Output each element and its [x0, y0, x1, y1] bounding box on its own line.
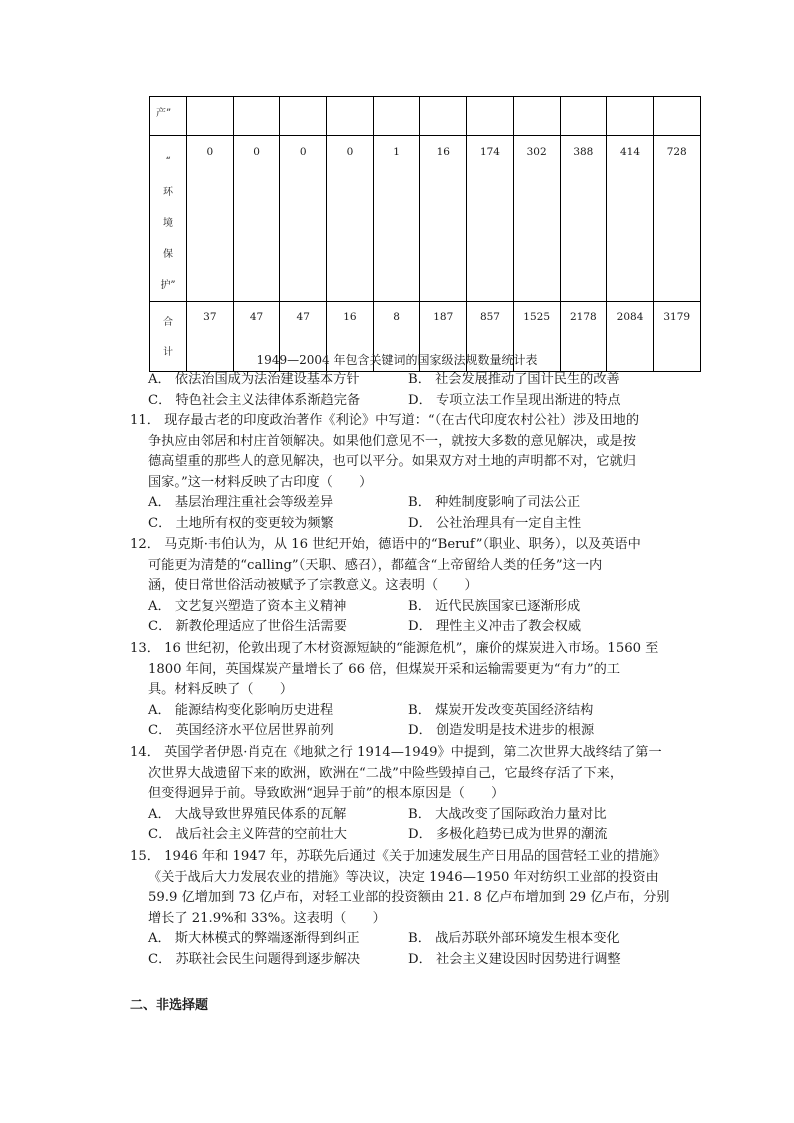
table-cell: 47 — [280, 302, 327, 372]
table-cell: 3179 — [653, 302, 700, 372]
table-cell: 16 — [420, 136, 467, 302]
table-cell: 1525 — [513, 302, 560, 372]
table-cell: 414 — [607, 136, 654, 302]
table-cell: 37 — [187, 302, 234, 372]
table-cell: 174 — [467, 136, 514, 302]
option-a[interactable]: A． 基层治理注重社会等级差异 — [148, 495, 334, 510]
question-10-options — [130, 370, 690, 411]
question-stem-line: 可能更为清楚的“calling”（天职、感召），都蕴含“上帝留给人类的任务”这一内 — [148, 557, 603, 573]
question-stem-line: 争执应由邻居和村庄首领解决。如果他们意见不一，就按大多数的意见解决，或是按 — [148, 433, 636, 449]
option-d[interactable]: D． 专项立法工作呈现出渐进的特点 — [408, 392, 621, 408]
option-a[interactable]: A． 文艺复兴塑造了资本主义精神 — [148, 598, 347, 614]
option-d[interactable]: D． 创造发明是技术进步的根源 — [408, 723, 595, 738]
table-cell: 0 — [187, 136, 234, 302]
option-a[interactable]: A． 能源结构变化影响历史进程 — [148, 702, 334, 718]
option-d[interactable]: D． 理性主义冲击了教会权威 — [408, 619, 582, 634]
table-cell: 728 — [653, 136, 700, 302]
question-11 — [130, 411, 690, 534]
table-row — [150, 136, 701, 302]
table-cell: 302 — [513, 136, 560, 302]
option-b[interactable]: B． 近代民族国家已逐渐形成 — [408, 598, 581, 614]
table-cell: 857 — [467, 302, 514, 372]
table-cell: 0 — [280, 136, 327, 302]
question-14 — [130, 743, 690, 846]
question-stem-line: 德高望重的那些人的意见解决，也可以平分。如果双方对土地的声明都不对，它就归 — [148, 454, 636, 469]
section-heading: 二、非选择题 — [130, 998, 209, 1013]
row-label: 合 计 — [150, 302, 187, 372]
option-d[interactable]: D． 多极化趋势已成为世界的潮流 — [408, 827, 608, 842]
question-stem-line: 次世界大战遗留下来的欧洲，欧洲在“二战”中险些毁掉自己，它最终存活了下来， — [148, 765, 624, 781]
option-c[interactable]: C． 新教伦理适应了世俗生活需要 — [148, 619, 347, 634]
table-cell: 187 — [420, 302, 467, 372]
question-12 — [130, 535, 690, 638]
question-stem-line: 15． 1946 年和 1947 年，苏联先后通过《关于加速发展生产日用品的国营轻工业的措施》 — [130, 849, 666, 864]
option-b[interactable]: B． 煤炭开发改变英国经济结构 — [408, 702, 594, 718]
table-cell: 388 — [560, 136, 607, 302]
table-cell: 16 — [327, 302, 374, 372]
question-stem-line: 12． 马克斯·韦伯认为，从 16 世纪开始，德语中的“Beruf”（职业、职务），以及英语中 — [130, 537, 641, 552]
option-c[interactable]: C． 特色社会主义法律体系渐趋完备 — [148, 392, 361, 408]
option-c[interactable]: C． 苏联社会民生问题得到逐步解决 — [148, 951, 361, 967]
table-cell: 1 — [373, 136, 420, 302]
option-c[interactable]: C． 战后社会主义阵营的空前壮大 — [148, 827, 347, 842]
table-cell: 8 — [373, 302, 420, 372]
table-cell: 2178 — [560, 302, 607, 372]
option-a[interactable]: A． 大战导致世界殖民体系的瓦解 — [148, 806, 347, 822]
question-stem-line: 14． 英国学者伊恩·肖克在《地狱之行 1914—1949》中提到，第二次世界大战终结了第一 — [130, 745, 662, 760]
question-stem-line: 《关于战后大力发展农业的措施》等决议，决定 1946—1950 年对纺织工业部的投资由 — [148, 869, 659, 885]
option-d[interactable]: D． 公社治理具有一定自主性 — [408, 515, 582, 531]
question-stem-line: 增长了 21.9%和 33%。这表明（ ） — [148, 910, 386, 926]
question-stem-line: 国家。”这一材料反映了古印度（ ） — [148, 474, 373, 490]
table-cell: 47 — [233, 302, 280, 372]
table-cell: 2084 — [607, 302, 654, 372]
question-stem-line: 11． 现存最古老的印度政治著作《利论》中写道：“（在古代印度农村公社）涉及田地的 — [130, 413, 640, 428]
question-13 — [130, 639, 690, 742]
option-c[interactable]: C． 英国经济水平位居世界前列 — [148, 723, 334, 738]
table-cell: 0 — [233, 136, 280, 302]
question-stem-line: 具。材料反映了（ ） — [148, 682, 294, 697]
question-stem-line: 1800 年间，英国煤炭产量增长了 66 倍，但煤炭开采和运输需要更为“有力”的工 — [148, 661, 621, 677]
option-b[interactable]: B． 种姓制度影响了司法公正 — [408, 495, 581, 510]
table-caption: 1949—2004 年包含关键词的国家级法规数量统计表 — [256, 353, 538, 367]
option-d[interactable]: D． 社会主义建设因时因势进行调整 — [408, 951, 621, 967]
option-a[interactable]: A． 依法治国成为法治建设基本方针 — [148, 372, 360, 387]
option-c[interactable]: C． 土地所有权的变更较为频繁 — [148, 515, 334, 531]
option-b[interactable]: B． 战后苏联外部环境发生根本变化 — [408, 931, 620, 946]
table-cell: 0 — [327, 136, 374, 302]
row-label: “ 环 境 保 护” — [150, 136, 187, 302]
question-stem-line: 13． 16 世纪初，伦敦出现了木材资源短缺的“能源危机”，廉价的煤炭进入市场。1560 至 — [130, 641, 659, 656]
question-15 — [130, 847, 690, 970]
option-b[interactable]: B． 社会发展推动了国计民生的改善 — [408, 372, 620, 387]
option-b[interactable]: B． 大战改变了国际政治力量对比 — [408, 806, 607, 822]
statistics-table — [149, 96, 701, 372]
option-a[interactable]: A． 斯大林模式的弊端逐渐得到纠正 — [148, 931, 360, 946]
question-stem-line: 涵，使日常世俗活动被赋予了宗教意义。这表明（ ） — [148, 578, 478, 593]
question-stem-line: 59.9 亿增加到 73 亿卢布，对轻工业部的投资额由 21. 8 亿卢布增加到 29 亿卢布，分别 — [148, 890, 670, 905]
question-stem-line: 但变得迥异于前。导致欧洲“迥异于前”的根本原因是（ ） — [148, 786, 505, 801]
table-row — [150, 97, 701, 136]
row-label: 产” — [150, 97, 187, 136]
